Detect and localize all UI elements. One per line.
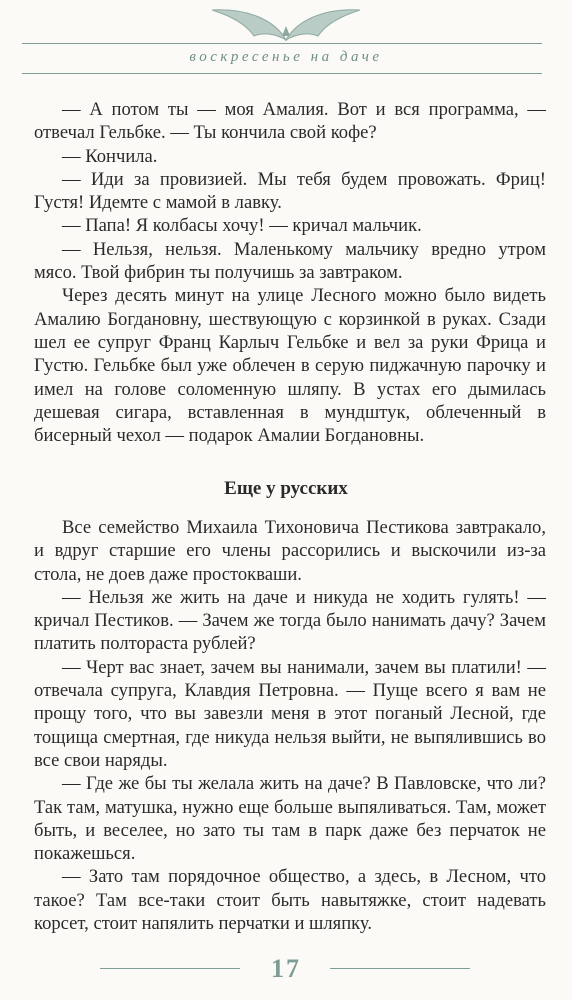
page-footer — [0, 952, 572, 992]
wings-ornament-icon — [206, 2, 366, 44]
paragraph: Все семейство Михаила Тихоновича Пестикова завтракало, и вдруг старшие его члены рассорились и выскочили из-за стола, не доев даже простокваши. — [34, 517, 546, 585]
section-title: Еще у русских — [224, 478, 348, 499]
paragraph: — Папа! Я колбасы хочу! — кричал мальчик. — [62, 215, 422, 237]
page-header — [0, 0, 572, 78]
paragraph: — Черт вас знает, зачем вы нанимали, зачем вы платили! — отвечала супруга, Клавдия Петровна. — Пуще всего я вам не прощу того, что вы завезли меня в этот поганый Лесной, где тощища смертная, где никуда нельзя выйти, не выпялившись во все свои наряды. — [34, 656, 546, 771]
running-title: воскресенье на даче — [189, 49, 383, 65]
text-block-top — [34, 98, 546, 447]
paragraph: — Где же бы ты желала жить на даче? В Павловске, что ли? Так там, матушка, нужно еще больше выпяливаться. Там, может быть, и веселее, но зато ты там в парк даже без перчаток не покажешься. — [34, 773, 546, 865]
header-rule-bottom — [22, 73, 542, 74]
paragraph: Через десять минут на улице Лесного можно было видеть Амалию Богдановну, шествующую с корзинкой в руках. Сзади шел ее супруг Франц Карлыч Гельбке и вел за руки Фрица и Густю. Гельбке был уже облечен в серую пиджачную парочку и имел на голове соломенную шляпу. В устах его дымилась дешевая сигара, вставленная в мундштук, облеченный в бисерный чехол — подарок Амалии Богдановны. — [34, 285, 546, 447]
paragraph: — Нельзя, нельзя. Маленькому мальчику вредно утром мясо. Твой фибрин ты получишь за завтраком. — [34, 238, 546, 284]
paragraph: — А потом ты — моя Амалия. Вот и вся программа, — отвечал Гельбке. — Ты кончила свой кофе? — [34, 99, 546, 144]
paragraph: — Иди за провизией. Мы тебя будем провожать. Фриц! Густя! Идемте с мамой в лавку. — [34, 168, 546, 214]
paragraph: — Кончила. — [62, 145, 158, 167]
paragraph: — Зато там порядочное общество, а здесь, в Лесном, что такое? Там все-таки стоит быть навытяжке, стоит надевать корсет, стоит напялить перчатки и шляпку. — [34, 866, 546, 935]
paragraph: — Нельзя же жить на даче и никуда не ходить гулять! — кричал Пестиков. — Зачем же тогда было нанимать дачу? Зачем платить полтораста рублей? — [34, 586, 546, 655]
text-block-bottom — [34, 516, 546, 935]
footer-rule-right — [330, 968, 470, 969]
header-rule-top — [22, 43, 542, 44]
page-number: 17 — [271, 954, 301, 983]
